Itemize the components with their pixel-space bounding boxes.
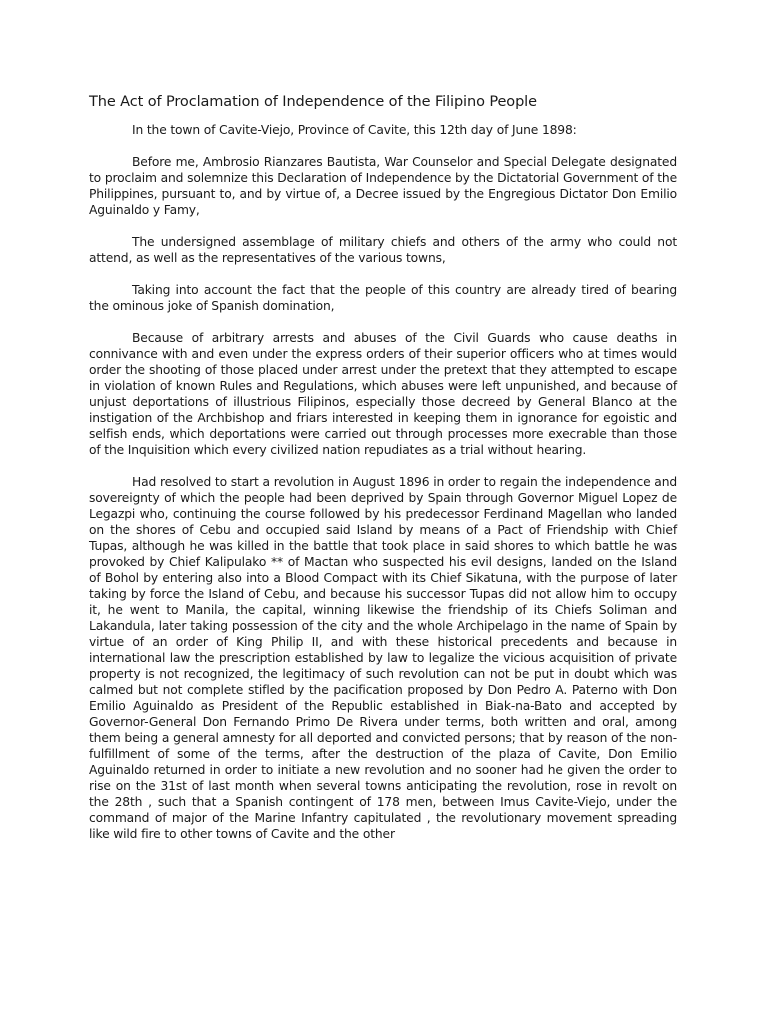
document-page: [89, 93, 677, 858]
paragraph-assemblage: The undersigned assemblage of military chiefs and others of the army who could not attend, as well as the representatives of the various towns,: [89, 235, 677, 265]
paragraph-arbitrary-arrests: Because of arbitrary arrests and abuses of the Civil Guards who cause deaths in connivance with and even under the express orders of their superior officers who at times would order the shooting of those placed under arrest under the pretext that they attempted to escape in violation of known Rules and Regulations, which abuses were left unpunished, and because of unjust deportations of illustrious Filipinos, especially those decreed by General Blanco at the instigation of the Archbishop and friars interested in keeping them in ignorance for egoistic and selfish ends, which deportations were carried out through processes more execrable than those of the Inquisition which every civilized nation repudiates as a trial without hearing.: [89, 331, 677, 457]
paragraph-revolution: Had resolved to start a revolution in August 1896 in order to regain the independence and sovereignty of which the people had been deprived by Spain through Governor Miguel Lopez de Legazpi who, continuing the course followed by his predecessor Ferdinand Magellan who landed on the shores of Cebu and occupied said Island by means of a Pact of Friendship with Chief Tupas, although he was killed in the battle that took place in said shores to which battle he was provoked by Chief Kalipulako ** of Mactan who suspected his evil designs, landed on the Island of Bohol by entering also into a Blood Compact with its Chief Sikatuna, with the purpose of later taking by force the Island of Cebu, and because his successor Tupas did not allow him to occupy it, he went to Manila, the capital, winning likewise the friendship of its Chiefs Soliman and Lakandula, later taking possession of the city and the whole Archipelago in the name of Spain by virtue of an order of King Philip II, and with these historical precedents and because in international law the prescription established by law to legalize the vicious acquisition of private property is not recognized, the legitimacy of such revolution can not be put in doubt which was calmed but not complete stifled by the pacification proposed by Don Pedro A. Paterno with Don Emilio Aguinaldo as President of the Republic established in Biak-na-Bato and accepted by Governor-General Don Fernando Primo De Rivera under terms, both written and oral, among them being a general amnesty for all deported and convicted persons; that by reason of the non-fulfillment of some of the terms, after the destruction of the plaza of Cavite, Don Emilio Aguinaldo returned in order to initiate a new revolution and no sooner had he given the order to rise on the 31st of last month when several towns anticipating the revolution, rose in revolt on the 28th , such that a Spanish contingent of 178 men, between Imus Cavite-Viejo, under the command of major of the Marine Infantry capitulated , the revolutionary movement spreading like wild fire to other towns of Cavite and the other: [89, 475, 677, 841]
document-title: The Act of Proclamation of Independence of the Filipino People: [89, 94, 537, 110]
paragraph-spanish-domination: Taking into account the fact that the people of this country are already tired of bearing the ominous joke of Spanish domination,: [89, 283, 677, 313]
paragraph-delegate: Before me, Ambrosio Rianzares Bautista, War Counselor and Special Delegate designated to proclaim and solemnize this Declaration of Independence by the Dictatorial Government of the Philippines, pursuant to, and by virtue of, a Decree issued by the Engregious Dictator Don Emilio Aguinaldo y Famy,: [89, 155, 677, 217]
paragraph-date-place: In the town of Cavite-Viejo, Province of Cavite, this 12th day of June 1898:: [132, 123, 577, 137]
